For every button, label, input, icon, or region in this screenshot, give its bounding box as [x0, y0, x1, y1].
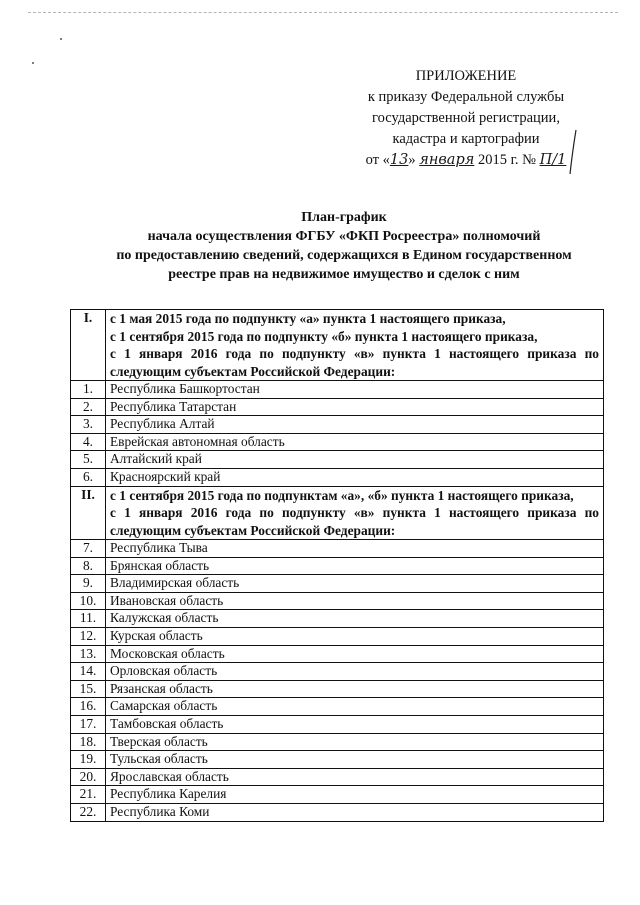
section-number: I.: [71, 310, 106, 381]
region-name: Республика Татарстан: [106, 398, 604, 416]
table-row: [71, 733, 604, 751]
annex-line-3: кадастра и картографии: [392, 131, 540, 147]
date-month: января: [419, 152, 475, 168]
region-name: Владимирская область: [106, 575, 604, 593]
date-mid: »: [408, 152, 416, 168]
row-number: 15.: [71, 680, 106, 698]
table-row: [71, 698, 604, 716]
region-name: Тверская область: [106, 733, 604, 751]
region-name: Орловская область: [106, 663, 604, 681]
section-text-line: с 1 сентября 2015 года по подпунктам «а», «б» пункта 1 настоящего приказа,: [110, 487, 574, 503]
row-number: 7.: [71, 540, 106, 558]
region-name: Ивановская область: [106, 592, 604, 610]
date-prefix: от «: [365, 152, 390, 168]
region-name: Самарская область: [106, 698, 604, 716]
region-name: Республика Коми: [106, 803, 604, 821]
section-header-row: [71, 486, 604, 540]
table-row: [71, 768, 604, 786]
title-line-4: реестре прав на недвижимое имущество и сделок с ним: [168, 267, 520, 282]
scan-speck: [32, 62, 34, 64]
section-text-line: с 1 января 2016 года по подпункту «в» пункта 1 настоящего приказа по следующим субъектам Российской Федерации:: [110, 346, 599, 379]
region-name: Республика Алтай: [106, 416, 604, 434]
date-day: 13: [389, 152, 409, 168]
table-row: [71, 645, 604, 663]
region-name: Рязанская область: [106, 680, 604, 698]
region-name: Республика Карелия: [106, 786, 604, 804]
section-number: II.: [71, 486, 106, 540]
region-name: Калужская область: [106, 610, 604, 628]
region-name: Курская область: [106, 628, 604, 646]
region-name: Брянская область: [106, 557, 604, 575]
region-name: Московская область: [106, 645, 604, 663]
table-row: [71, 751, 604, 769]
order-number: П/1: [539, 152, 567, 168]
scan-speck: [60, 38, 62, 40]
title-line-3: по предоставлению сведений, содержащихся в Едином государственном: [116, 248, 572, 263]
section-text-line: с 1 мая 2015 года по подпункту «а» пункта 1 настоящего приказа,: [110, 311, 506, 326]
row-number: 16.: [71, 698, 106, 716]
row-number: 12.: [71, 628, 106, 646]
date-year: 2015 г.: [477, 152, 519, 168]
section-header-row: [71, 310, 604, 381]
region-name: Республика Башкортостан: [106, 381, 604, 399]
annex-header: [336, 66, 596, 171]
schedule-table: [70, 309, 604, 822]
table-row: [71, 680, 604, 698]
annex-title: ПРИЛОЖЕНИЕ: [415, 68, 517, 84]
table-row: [71, 451, 604, 469]
row-number: 21.: [71, 786, 106, 804]
annex-line-1: к приказу Федеральной службы: [367, 89, 565, 105]
table-row: [71, 716, 604, 734]
region-name: Красноярский край: [106, 468, 604, 486]
section-text-line: с 1 января 2016 года по подпункту «в» пункта 1 настоящего приказа по следующим субъектам Российской Федерации:: [110, 505, 599, 538]
row-number: 22.: [71, 803, 106, 821]
row-number: 8.: [71, 557, 106, 575]
scan-artifact-line: [28, 12, 618, 14]
annex-date-line: [336, 150, 596, 171]
number-label: №: [522, 152, 536, 168]
region-name: Тульская область: [106, 751, 604, 769]
signature-stroke: [562, 128, 586, 176]
region-name: Ярославская область: [106, 768, 604, 786]
section-description: [106, 310, 604, 381]
row-number: 10.: [71, 592, 106, 610]
annex-line-2: государственной регистрации,: [372, 110, 560, 126]
table-row: [71, 433, 604, 451]
table-row: [71, 381, 604, 399]
row-number: 2.: [71, 398, 106, 416]
table-row: [71, 468, 604, 486]
table-row: [71, 610, 604, 628]
section-description: [106, 486, 604, 540]
document-title: [70, 208, 618, 284]
table-row: [71, 803, 604, 821]
table-row: [71, 592, 604, 610]
row-number: 5.: [71, 451, 106, 469]
row-number: 3.: [71, 416, 106, 434]
row-number: 17.: [71, 716, 106, 734]
table-row: [71, 540, 604, 558]
table-row: [71, 398, 604, 416]
table-row: [71, 557, 604, 575]
row-number: 20.: [71, 768, 106, 786]
row-number: 19.: [71, 751, 106, 769]
row-number: 11.: [71, 610, 106, 628]
row-number: 6.: [71, 468, 106, 486]
title-line-2: начала осуществления ФГБУ «ФКП Росреестра» полномочий: [147, 229, 541, 244]
row-number: 13.: [71, 645, 106, 663]
table-row: [71, 416, 604, 434]
region-name: Республика Тыва: [106, 540, 604, 558]
table-row: [71, 786, 604, 804]
region-name: Тамбовская область: [106, 716, 604, 734]
title-line-1: План-график: [301, 210, 387, 225]
row-number: 18.: [71, 733, 106, 751]
row-number: 9.: [71, 575, 106, 593]
row-number: 14.: [71, 663, 106, 681]
region-name: Алтайский край: [106, 451, 604, 469]
region-name: Еврейская автономная область: [106, 433, 604, 451]
table-row: [71, 575, 604, 593]
row-number: 4.: [71, 433, 106, 451]
table-row: [71, 663, 604, 681]
row-number: 1.: [71, 381, 106, 399]
section-text-line: с 1 сентября 2015 года по подпункту «б» пункта 1 настоящего приказа,: [110, 328, 538, 344]
table-row: [71, 628, 604, 646]
